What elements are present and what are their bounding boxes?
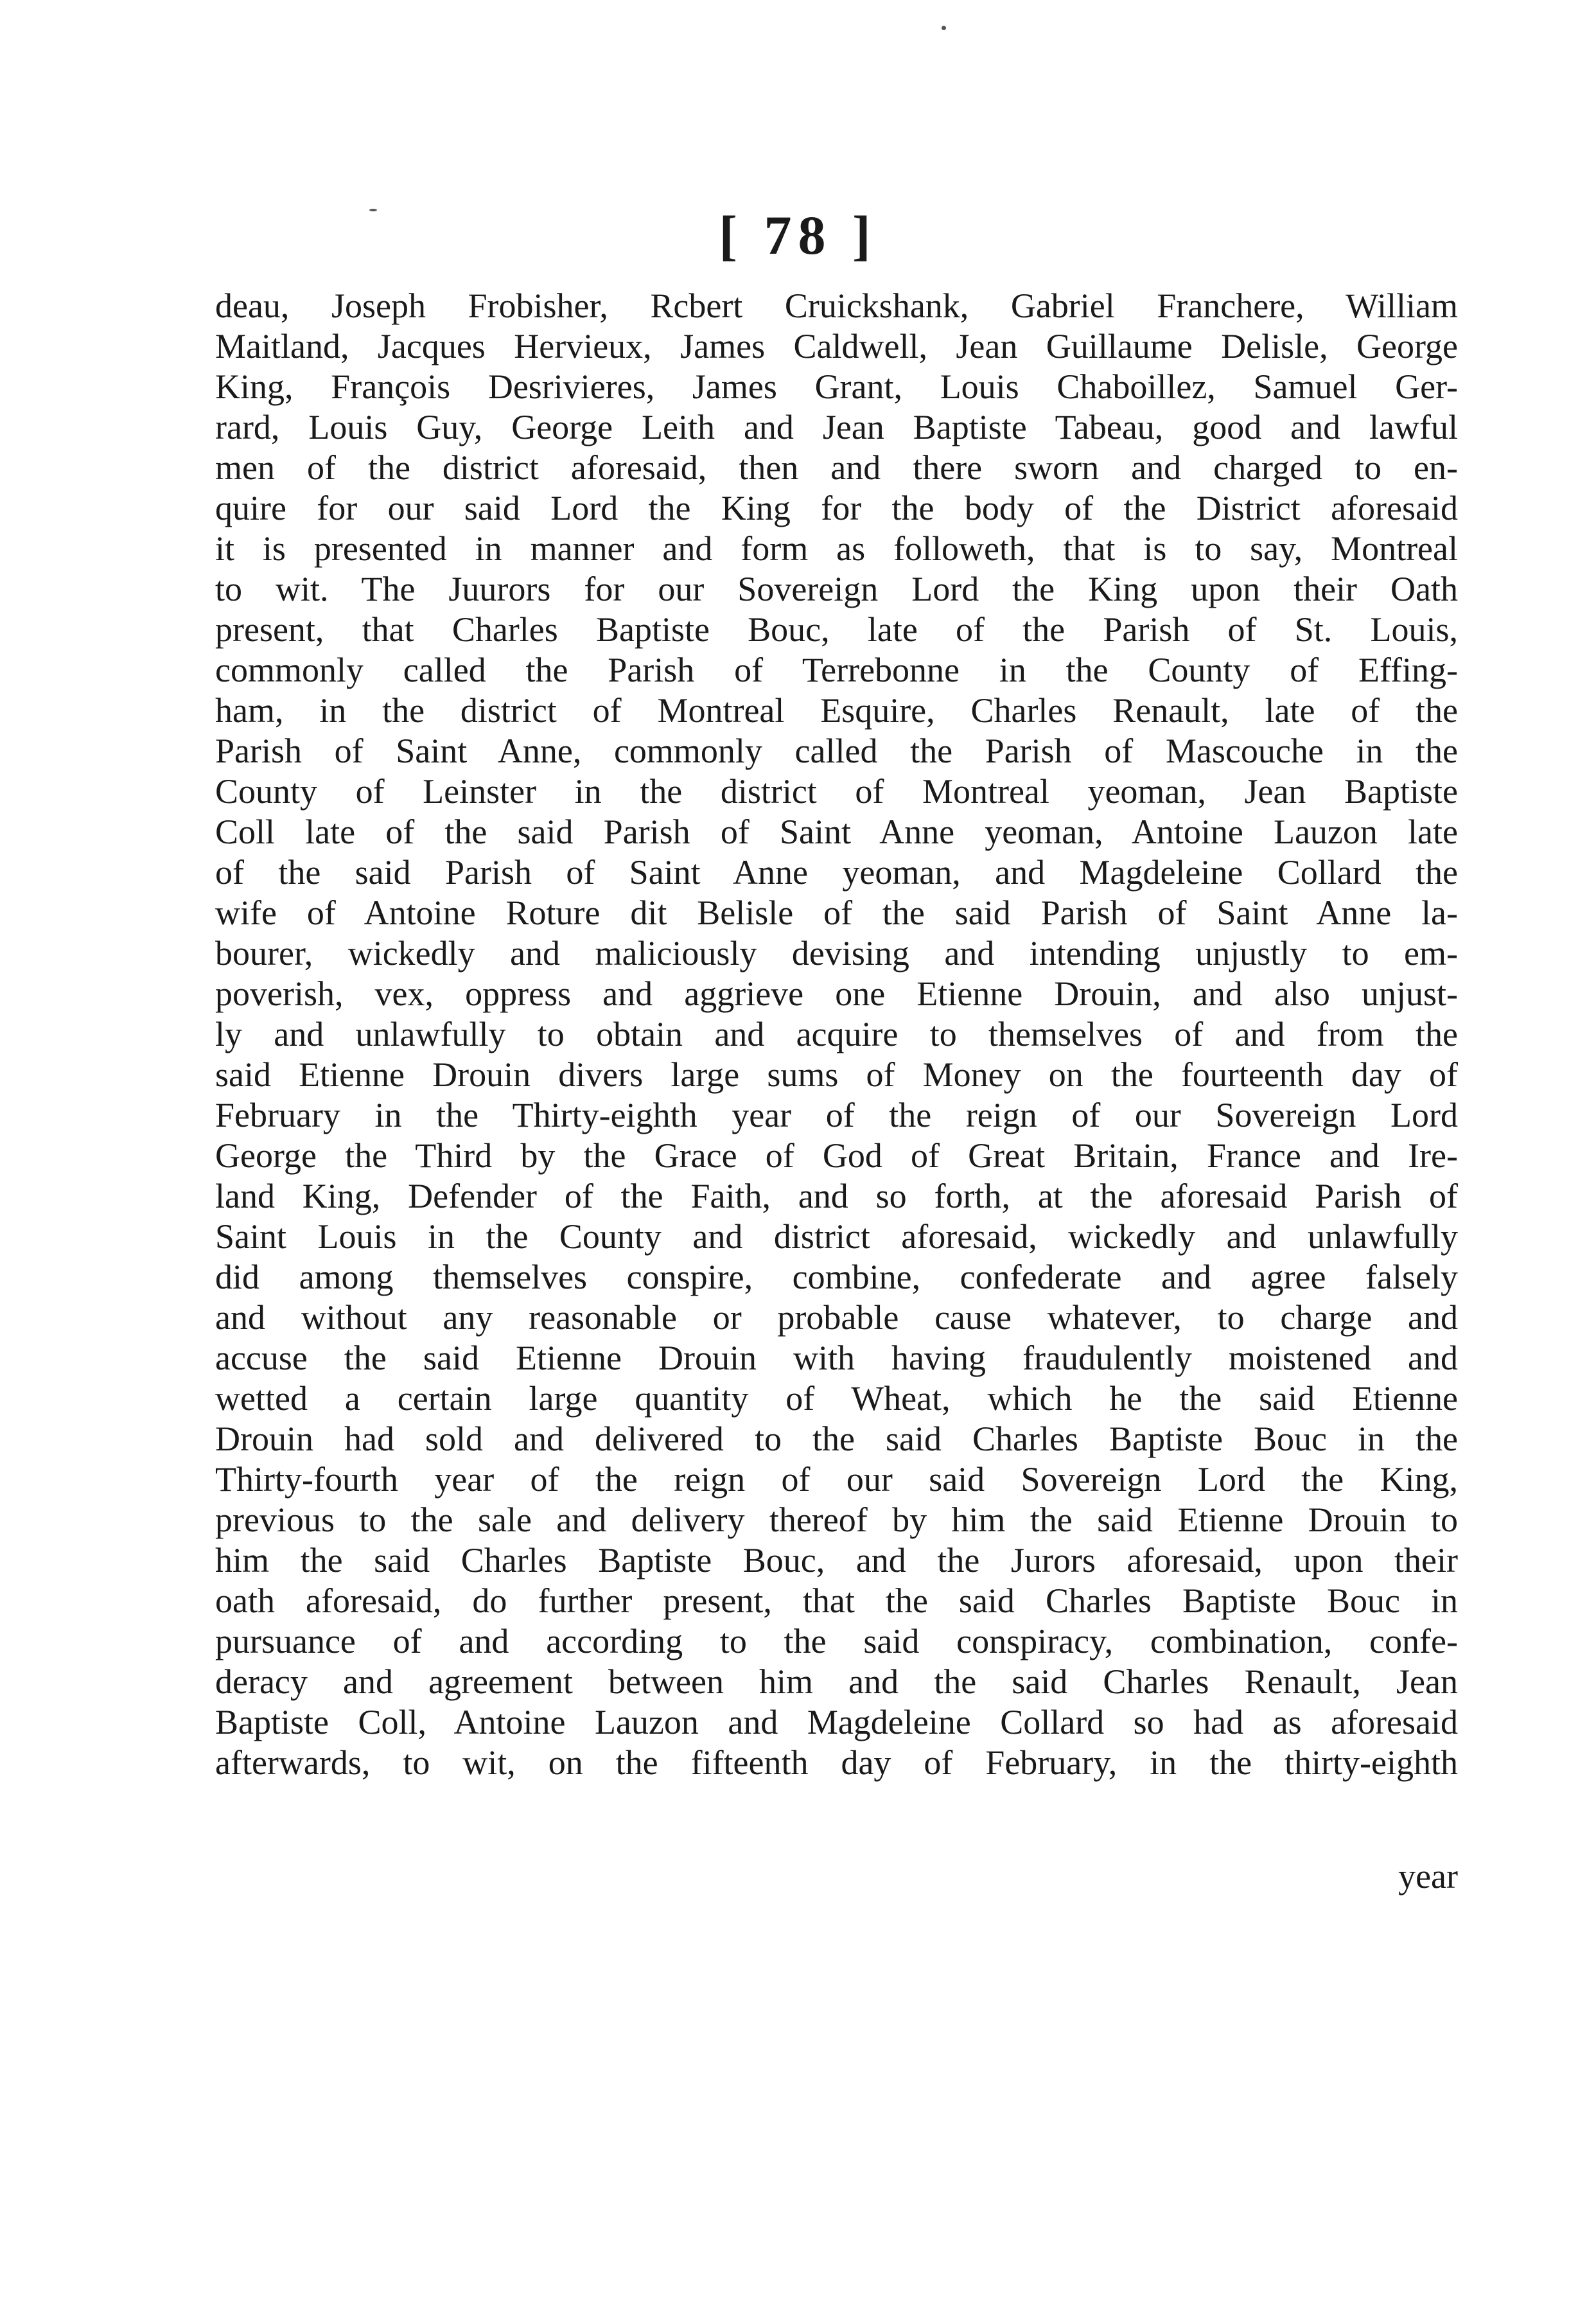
text-line: of the said Parish of Saint Anne yeoman, and Magdeleine Collard the [215, 853, 1458, 892]
ink-speck [942, 26, 946, 30]
catchword: year [1398, 1857, 1458, 1896]
text-line: King, François Desrivieres, James Grant, Louis Chaboillez, Samuel Ger- [215, 367, 1458, 406]
text-line: oath aforesaid, do further present, that the said Charles Baptiste Bouc in [215, 1581, 1458, 1620]
text-line: to wit. The Juurors for our Sovereign Lord the King upon their Oath [215, 570, 1458, 608]
text-line: George the Third by the Grace of God of Great Britain, France and Ire- [215, 1136, 1458, 1175]
text-line: did among themselves conspire, combine, confederate and agree falsely [215, 1258, 1458, 1296]
text-line: commonly called the Parish of Terrebonne in the County of Effing- [215, 651, 1458, 689]
text-line: wife of Antoine Roture dit Belisle of the said Parish of Saint Anne la- [215, 894, 1458, 932]
text-line: Drouin had sold and delivered to the said Charles Baptiste Bouc in the [215, 1420, 1458, 1458]
text-line: afterwards, to wit, on the fifteenth day of February, in the thirty-eighth [215, 1743, 1458, 1782]
text-line: and without any reasonable or probable cause whatever, to charge and [215, 1298, 1458, 1337]
text-line: bourer, wickedly and maliciously devising and intending unjustly to em- [215, 934, 1458, 973]
text-line: deau, Joseph Frobisher, Rcbert Cruickshank, Gabriel Franchere, William [215, 286, 1458, 325]
text-line: him the said Charles Baptiste Bouc, and the Jurors aforesaid, upon their [215, 1541, 1458, 1580]
text-line: Maitland, Jacques Hervieux, James Caldwell, Jean Guillaume Delisle, George [215, 327, 1458, 365]
text-line: quire for our said Lord the King for the body of the District aforesaid [215, 489, 1458, 527]
text-line: rard, Louis Guy, George Leith and Jean Baptiste Tabeau, good and lawful [215, 408, 1458, 446]
text-line: deracy and agreement between him and the said Charles Renault, Jean [215, 1662, 1458, 1701]
text-line: February in the Thirty-eighth year of the reign of our Sovereign Lord [215, 1096, 1458, 1134]
body-text [215, 286, 1458, 1783]
text-line: Baptiste Coll, Antoine Lauzon and Magdeleine Collard so had as aforesaid [215, 1703, 1458, 1741]
text-line: pursuance of and according to the said conspiracy, combination, confe- [215, 1622, 1458, 1660]
text-line: said Etienne Drouin divers large sums of Money on the fourteenth day of [215, 1055, 1458, 1094]
text-line: Parish of Saint Anne, commonly called the Parish of Mascouche in the [215, 732, 1458, 770]
text-line: men of the district aforesaid, then and there sworn and charged to en- [215, 448, 1458, 487]
text-line: wetted a certain large quantity of Wheat, which he the said Etienne [215, 1379, 1458, 1418]
text-line: ly and unlawfully to obtain and acquire to themselves of and from the [215, 1015, 1458, 1053]
text-line: ham, in the district of Montreal Esquire, Charles Renault, late of the [215, 691, 1458, 730]
text-line: County of Leinster in the district of Montreal yeoman, Jean Baptiste [215, 772, 1458, 811]
text-line: previous to the sale and delivery thereof by him the said Etienne Drouin to [215, 1501, 1458, 1539]
text-line: land King, Defender of the Faith, and so forth, at the aforesaid Parish of [215, 1177, 1458, 1215]
text-line: present, that Charles Baptiste Bouc, late of the Parish of St. Louis, [215, 610, 1458, 649]
text-line: Coll late of the said Parish of Saint Anne yeoman, Antoine Lauzon late [215, 813, 1458, 851]
text-line: Thirty-fourth year of the reign of our said Sovereign Lord the King, [215, 1460, 1458, 1499]
text-line: it is presented in manner and form as followeth, that is to say, Montreal [215, 529, 1458, 568]
text-line: Saint Louis in the County and district aforesaid, wickedly and unlawfully [215, 1217, 1458, 1256]
page-number: [ 78 ] [719, 204, 877, 266]
text-line: accuse the said Etienne Drouin with having fraudulently moistened and [215, 1339, 1458, 1377]
text-line: poverish, vex, oppress and aggrieve one Etienne Drouin, and also unjust- [215, 974, 1458, 1013]
